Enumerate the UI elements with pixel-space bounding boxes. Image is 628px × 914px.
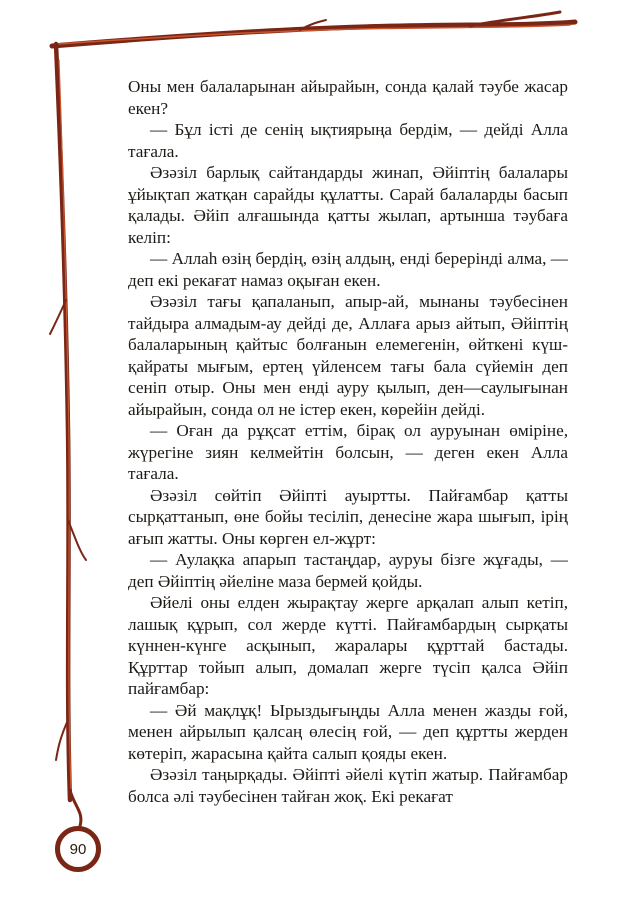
paragraph: — Оған да рұқсат еттім, бірақ ол ауруынан өміріне, жүрегіне зиян келмейтін болсын, — деген екен Алла тағала. (128, 421, 568, 483)
page-number: 90 (55, 826, 101, 872)
paragraph: — Аулақка апарып тастаңдар, ауруы бізге жұғады, — деп Әйіптің әйеліне маза бермей қойды. (128, 550, 568, 591)
paragraph: — Аллаһ өзің бердің, өзің алдың, енді берерінді алма, — деп екі рекағат намаз оқыған екен. (128, 249, 568, 290)
paragraph: Әзәзіл тағы қапаланып, апыр-ай, мынаны тәубесінен тайдыра алмадым-ау дейді де, Аллаға арыз айтып, Әйіптің балаларының қайтыс болғанын елемегенін, өйткені күш-қайраты мығым, ертең үйленсем тағы бала сүйемін деп сеніп отыр. Оны мен енді ауру қылып, ден—саулығынан айырайын, сонда ол не істер екен, көрейін дейді. (128, 292, 568, 419)
paragraph: Оны мен балаларынан айырайын, сонда қалай тәубе жасар екен? (128, 77, 568, 118)
paragraph: Әзәзіл таңырқады. Әйіпті әйелі күтіп жатыр. Пайғамбар болса әлі тәубесінен тайған жоқ. Екі рекағат (128, 765, 568, 806)
paragraph: — Әй мақлұқ! Ырыздығыңды Алла менен жазды ғой, менен айрылып қалсаң өлесің ғой, — деп құртты жерден көтеріп, жарасына қайта салып қояды екен. (128, 700, 568, 763)
paragraph: Әзәзіл сөйтіп Әйіпті ауыртты. Пайғамбар қатты сырқаттанып, өне бойы тесіліп, денесіне жара шығып, ірің ағып жатты. Оны көрген ел-жұрт: (128, 485, 568, 548)
paragraph: — Бұл істі де сенің ықтиярыңа бердім, — дейді Алла тағала. (128, 120, 568, 161)
paragraph: Әзәзіл барлық сайтандарды жинап, Әйіптің балалары ұйықтап жатқан сарайды құлатты. Сарай балаларды басып қалады. Әйіп алғашында қатты жылап, артынша тәубаға келіп: (128, 163, 568, 247)
paragraph: Әйелі оны елден жырақтау жерге арқалап алып кетіп, лашық құрып, сол жерде күтті. Пайғамбардың сырқаты күннен-күнге асқынып, жаралары құрттай бастады. Құрттар тойып алып, домалап жерге түсіп қалса Әйіп пайғамбар: (128, 593, 568, 698)
body-text (128, 76, 568, 807)
